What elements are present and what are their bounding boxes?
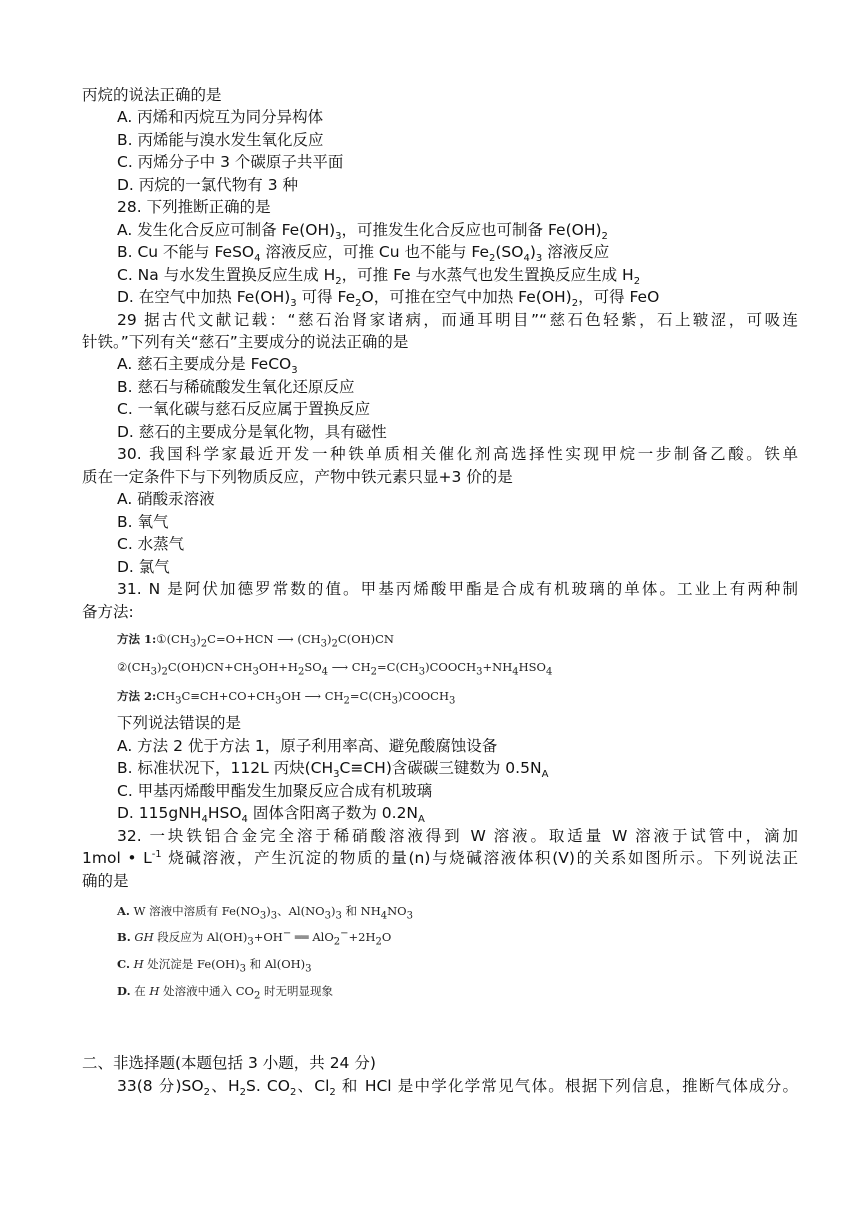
q29-stem-line2: 针铁。”下列有关“慈石”主要成分的说法正确的是 <box>82 333 409 351</box>
q30-option-b: B. 氧气 <box>117 513 169 531</box>
q28-option-c: C. Na 与水发生置换反应生成 $H_2$，可推 Fe 与水蒸气也发生置换反应生成 $H_2$ <box>117 266 641 288</box>
q29-option-a: A. 慈石主要成分是 FeCO$_3$ <box>117 355 298 377</box>
q31-option-c: C. 甲基丙烯酸甲酯发生加聚反应合成有机玻璃 <box>117 782 433 800</box>
q31-stem-line1: 31. N 是阿伏加德罗常数的值。甲基丙烯酸甲酯是合成有机玻璃的单体。工业上有两种制 <box>117 580 798 598</box>
q28-option-b: B. Cu 不能与 FeSO$_4$ 溶液反应，可推 Cu 也不能与 $Fe_2(SO_4)_3$ 溶液反应 <box>117 243 610 265</box>
q29-stem-line1: 29 据古代文献记载：“慈石治肾家诸病，而通耳明目”“慈石色轻紫，石上皲涩，可吸连 <box>117 311 798 329</box>
q33-stem: 33(8 分)$SO_2$、$H_2S$. $CO_2$、$Cl_2$ 和 HCl 是中学化学常见气体。根据下列信息，推断气体成分。 <box>117 1077 799 1099</box>
q30-option-a: A. 硝酸汞溶液 <box>117 490 215 508</box>
q32-option-a: A. W 溶液中溶质有 $Fe(NO_3)_3$、$Al(NO_3)_3$ 和 $NH_4NO_3$ <box>117 904 413 922</box>
q31-equation-1: 方法 $1:①(CH_3)_2C=O+HCN$ ⟶ $(CH_3)_2C(OH)CN$ <box>117 632 394 650</box>
q32-stem-line3: 确的是 <box>82 872 129 890</box>
q32-option-d: D. 在 H 处溶液中通入 $CO_2$ 时无明显现象 <box>117 984 333 1002</box>
q30-stem-line1: 30. 我国科学家最近开发一种铁单质相关催化剂高选择性实现甲烷一步制备乙酸。铁单 <box>117 445 798 463</box>
q27-option-c: C. 丙烯分子中 3 个碳原子共平面 <box>117 153 344 171</box>
q27-option-d: D. 丙烷的一氯代物有 3 种 <box>117 176 299 194</box>
q27-option-a: A. 丙烯和丙烷互为同分异构体 <box>117 108 324 126</box>
q31-ask: 下列说法错误的是 <box>117 714 242 732</box>
q31-option-a: A. 方法 2 优于方法 1，原子利用率高、避免酸腐蚀设备 <box>117 737 498 755</box>
q32-stem-line2: 1mol • $L^{-1}$ 烧碱溶液，产生沉淀的物质的量(n)与烧碱溶液体积(V)的关系如图所示。下列说法正 <box>82 848 798 867</box>
q28-stem: 28. 下列推断正确的是 <box>117 198 271 216</box>
q29-option-d: D. 慈石的主要成分是氧化物，具有磁性 <box>117 423 387 441</box>
q30-option-d: D. 氯气 <box>117 558 170 576</box>
q29-option-c: C. 一氧化碳与慈石反应属于置换反应 <box>117 400 371 418</box>
q31-option-b: B. 标准状况下，112L 丙炔$(CH_3C\equiv CH)$含碳碳三键数为 $0.5N_A$ <box>117 759 549 781</box>
q29-option-b: B. 慈石与稀硫酸发生氧化还原反应 <box>117 378 355 396</box>
q31-option-d: D. $115gNH_4HSO_4$ 固体含阳离子数为 $0.2N_A$ <box>117 804 425 826</box>
q31-equation-2: $②(CH_3)_2C(OH)CN+CH_3OH+H_2SO_4$ ⟶ $CH_2=C(CH_3)COOCH_3+NH_4HSO_4$ <box>117 660 553 678</box>
q27-stem: 丙烷的说法正确的是 <box>82 86 222 104</box>
q28-option-a: A. 发生化合反应可制备 $Fe(OH)_3$，可推发生化合反应也可制备 $Fe(OH)_2$ <box>117 221 608 243</box>
q31-stem-line2: 备方法: <box>82 603 134 621</box>
q32-option-c: C. H 处沉淀是 $Fe(OH)_3$ 和 $Al(OH)_3$ <box>117 957 312 975</box>
q32-stem-line1: 32. 一块铁铝合金完全溶于稀硝酸溶液得到 W 溶液。取适量 W 溶液于试管中，滴加 <box>117 827 798 845</box>
q30-option-c: C. 水蒸气 <box>117 535 185 553</box>
q27-option-b: B. 丙烯能与溴水发生氧化反应 <box>117 131 324 149</box>
q28-option-d: D. 在空气中加热 $Fe(OH)_3$ 可得 $Fe_2O$，可推在空气中加热 $Fe(OH)_2$，可得 FeO <box>117 288 660 310</box>
section-2-heading: 二、非选择题(本题包括 3 小题，共 24 分) <box>82 1054 376 1072</box>
q32-option-b: B. GH 段反应为 $Al(OH)_3+OH^-$ ══ $AlO_2^-+2H_2O$ <box>117 928 392 948</box>
q31-equation-3: 方法 $2:CH_3C\equiv CH+CO+CH_3OH$ ⟶ $CH_2=C(CH_3)COOCH_3$ <box>117 689 456 707</box>
q30-stem-line2: 质在一定条件下与下列物质反应，产物中铁元素只显+3 价的是 <box>82 468 513 486</box>
